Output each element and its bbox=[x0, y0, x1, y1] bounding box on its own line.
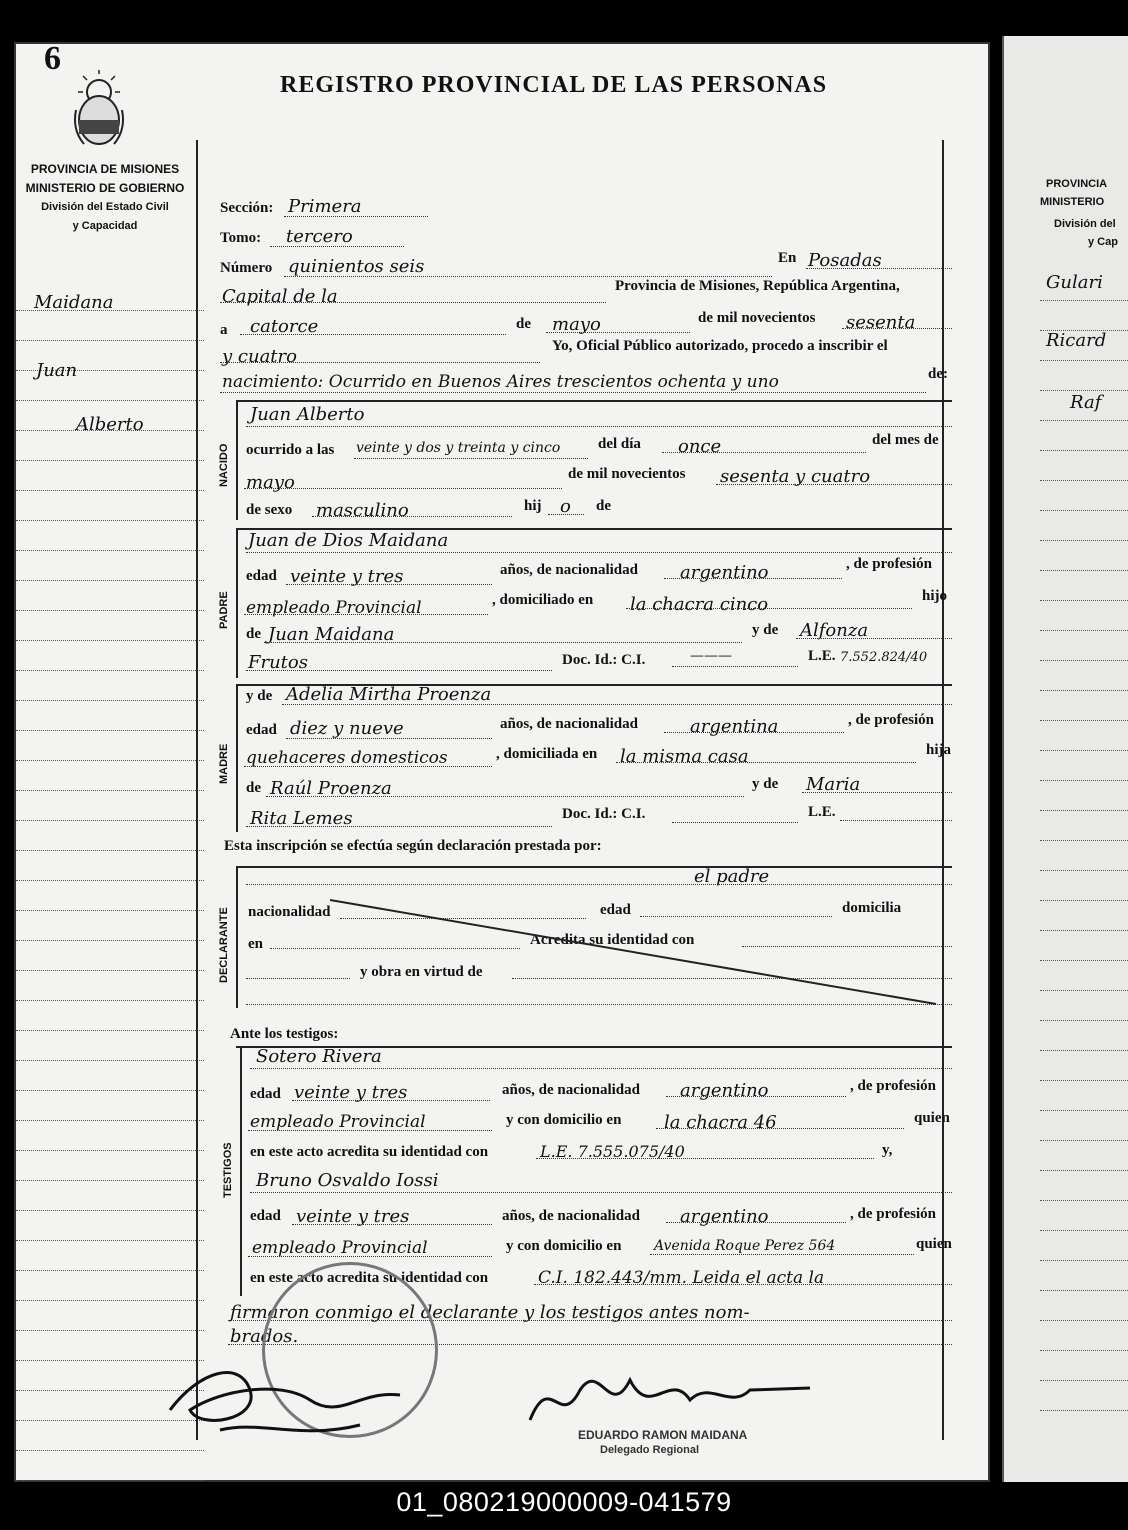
capacity-label: y Capacidad bbox=[72, 220, 138, 232]
tomo-line bbox=[270, 246, 404, 247]
t1-dom-value: la chacra 46 bbox=[664, 1112, 777, 1133]
next-page-ruled-line bbox=[1040, 630, 1128, 631]
nombre-line bbox=[246, 426, 952, 427]
padre-hijo-label: hijo bbox=[922, 588, 948, 604]
next-page-ruled-line bbox=[1040, 1170, 1128, 1171]
t2-doc-value: C.I. 182.443/mm. Leida el acta la bbox=[538, 1268, 825, 1288]
padre-y-de-label: y de bbox=[752, 622, 779, 638]
anio-nac-line bbox=[716, 484, 952, 485]
margin-ruled-line bbox=[16, 1180, 204, 1181]
padre-de-label: de bbox=[246, 626, 261, 642]
t2-nac-value: argentino bbox=[680, 1206, 769, 1227]
province-name: PROVINCIA DE MISIONES bbox=[30, 162, 180, 176]
t2-prof-line bbox=[248, 1256, 492, 1257]
margin-ruled-line bbox=[16, 1300, 204, 1301]
madre-edad-label: edad bbox=[246, 722, 277, 738]
t1-anos-label: años, de nacionalidad bbox=[502, 1082, 640, 1098]
page-number: 6 bbox=[44, 40, 61, 77]
next-page-ruled-line bbox=[1040, 600, 1128, 601]
madre-bracket bbox=[236, 684, 238, 832]
margin-ruled-line bbox=[16, 580, 204, 581]
numero-label: Número bbox=[220, 260, 273, 276]
madre-prof-label: , de profesión bbox=[848, 712, 934, 728]
margin-ruled-line bbox=[16, 1060, 204, 1061]
padre-dom-value: la chacra cinco bbox=[630, 594, 769, 615]
padre-label: PADRE bbox=[218, 591, 230, 629]
issuer-header bbox=[10, 160, 200, 236]
next-page-ruled-line bbox=[1040, 1320, 1128, 1321]
stamp-name: EDUARDO RAMON MAIDANA bbox=[578, 1428, 748, 1442]
margin-ruled-line bbox=[16, 460, 204, 461]
t2-edad-line bbox=[292, 1224, 492, 1225]
padre-y-de2-line bbox=[246, 670, 552, 671]
t2-acto-label: en este acto acredita su identidad con bbox=[250, 1270, 489, 1286]
next-page-ruled-line bbox=[1040, 990, 1128, 991]
madre-y-de-label: y de bbox=[752, 776, 779, 792]
next-page-ruled-line bbox=[1040, 450, 1128, 451]
padre-ci-value: ——— bbox=[690, 648, 732, 664]
anio-cont-line bbox=[220, 362, 540, 363]
testigo2-nombre-value: Bruno Osvaldo Iossi bbox=[256, 1170, 439, 1191]
a-label: a bbox=[220, 322, 228, 338]
margin-ruled-line bbox=[16, 340, 204, 341]
padre-edad-value: veinte y tres bbox=[290, 566, 404, 587]
next-page-ruled-line bbox=[1040, 810, 1128, 811]
t1-quien-label: quien bbox=[914, 1110, 950, 1126]
tomo-value: tercero bbox=[286, 226, 353, 247]
margin-ruled-line bbox=[16, 1000, 204, 1001]
division-name: División del Estado Civil bbox=[41, 201, 169, 213]
madre-nombre-line bbox=[282, 704, 952, 705]
padre-ci-line bbox=[672, 666, 798, 667]
seccion-value: Primera bbox=[288, 196, 362, 217]
nacimiento-line bbox=[220, 392, 926, 393]
next-page-ruled-line bbox=[1040, 1260, 1128, 1261]
padre-y-de-value: Alfonza bbox=[800, 620, 869, 641]
next-page-ruled-line bbox=[1040, 690, 1128, 691]
closing-text: firmaron conmigo el declarante y los testigos antes nom- bbox=[230, 1302, 750, 1323]
margin-ruled-line bbox=[16, 760, 204, 761]
next-page-ruled-line bbox=[1040, 870, 1128, 871]
padre-prof-label: , de profesión bbox=[846, 556, 932, 572]
margin-ruled-line bbox=[16, 1210, 204, 1211]
de-mil-label: de mil novecientos bbox=[698, 310, 816, 326]
next-page-ruled-line bbox=[1040, 900, 1128, 901]
next-page-ruled-line bbox=[1040, 1350, 1128, 1351]
margin-ruled-line bbox=[16, 1090, 204, 1091]
next-page-ruled-line bbox=[1040, 1050, 1128, 1051]
sexo-line bbox=[312, 516, 512, 517]
declarante-bracket bbox=[236, 866, 238, 1008]
declarante-top-rule bbox=[236, 866, 952, 868]
padre-nombre-value: Juan de Dios Maidana bbox=[248, 530, 449, 551]
padre-nombre-line bbox=[246, 552, 952, 553]
de2-label: de bbox=[596, 498, 611, 514]
next-page-ruled-line bbox=[1040, 840, 1128, 841]
margin-ruled-line bbox=[16, 880, 204, 881]
madre-doc-label: Doc. Id.: C.I. bbox=[562, 806, 646, 822]
padre-y-de-line bbox=[796, 638, 952, 639]
next-page-ruled-line bbox=[1040, 420, 1128, 421]
t1-y-label: y, bbox=[882, 1142, 893, 1158]
margin-ruled-line bbox=[16, 1270, 204, 1271]
margin-column bbox=[16, 248, 204, 1438]
next-page-name-2: Ricard bbox=[1046, 330, 1107, 351]
padre-hijo-de-line bbox=[264, 642, 742, 643]
next-page-ruled-line bbox=[1040, 930, 1128, 931]
inscripcion-text: Esta inscripción se efectúa según declaración prestada por: bbox=[224, 838, 602, 854]
madre-le-label: L.E. bbox=[808, 804, 836, 820]
madre-dom-label: , domiciliada en bbox=[496, 746, 598, 762]
padre-y-de2-value: Frutos bbox=[248, 652, 308, 673]
declarante-label: DECLARANTE bbox=[218, 907, 230, 983]
sexo-label: de sexo bbox=[246, 502, 293, 518]
next-page-ruled-line bbox=[1040, 1080, 1128, 1081]
next-page-name-3: Raf bbox=[1070, 392, 1102, 413]
next-page-division: División del bbox=[1054, 218, 1116, 230]
del-mes-label: del mes de bbox=[872, 432, 939, 448]
margin-ruled-line bbox=[16, 1330, 204, 1331]
margin-ruled-line bbox=[16, 1120, 204, 1121]
margin-ruled-line bbox=[16, 970, 204, 971]
form-frame-left bbox=[196, 140, 198, 1440]
t2-dom-line bbox=[650, 1254, 914, 1255]
declarante-value: el padre bbox=[694, 866, 770, 887]
next-page-ruled-line bbox=[1040, 660, 1128, 661]
padre-nac-value: argentino bbox=[680, 562, 769, 583]
del-dia-label: del día bbox=[598, 436, 641, 452]
next-page-ruled-line bbox=[1040, 1140, 1128, 1141]
declarante-nac-label: nacionalidad bbox=[248, 904, 331, 920]
t1-doc-value: L.E. 7.555.075/40 bbox=[540, 1142, 685, 1161]
t2-nac-line bbox=[666, 1222, 846, 1223]
padre-edad-line bbox=[286, 584, 492, 585]
nacimiento-value: nacimiento: Ocurrido en Buenos Aires trescientos ochenta y uno bbox=[222, 372, 779, 392]
margin-ruled-line bbox=[16, 670, 204, 671]
madre-y-de-line bbox=[802, 792, 952, 793]
t2-dom-value: Avenida Roque Perez 564 bbox=[654, 1238, 836, 1254]
t1-nac-line bbox=[666, 1096, 846, 1097]
dia-line bbox=[240, 334, 506, 335]
margin-ruled-line bbox=[16, 1150, 204, 1151]
next-page-ruled-line bbox=[1040, 720, 1128, 721]
declarante-en-label: en bbox=[248, 936, 263, 952]
next-page-ruled-line bbox=[1040, 1200, 1128, 1201]
margin-name: Maidana bbox=[34, 292, 114, 313]
yo-text: Yo, Oficial Público autorizado, procedo a inscribir el bbox=[552, 338, 888, 354]
page-title: REGISTRO PROVINCIAL DE LAS PERSONAS bbox=[280, 72, 828, 98]
next-page-ruled-line bbox=[1040, 1290, 1128, 1291]
t1-prof-label: , de profesión bbox=[850, 1078, 936, 1094]
next-page-ruled-line bbox=[1040, 360, 1128, 361]
padre-bracket bbox=[236, 528, 238, 678]
padre-doc-label: Doc. Id.: C.I. bbox=[562, 652, 646, 668]
t2-dom-label: y con domicilio en bbox=[506, 1238, 622, 1254]
t1-prof-value: empleado Provincial bbox=[250, 1112, 426, 1132]
next-page-ruled-line bbox=[1040, 1110, 1128, 1111]
madre-ci-line bbox=[672, 822, 798, 823]
t1-dom-line bbox=[656, 1128, 904, 1129]
next-page-ruled-line bbox=[1040, 390, 1128, 391]
t2-prof-value: empleado Provincial bbox=[252, 1238, 428, 1258]
dia-value: catorce bbox=[250, 316, 319, 337]
next-page-ruled-line bbox=[1040, 570, 1128, 571]
tomo-label: Tomo: bbox=[220, 230, 262, 246]
testigos-label: TESTIGOS bbox=[222, 1142, 234, 1198]
dia-nac-line bbox=[662, 452, 866, 453]
t2-quien-label: quien bbox=[916, 1236, 952, 1252]
padre-prof-line bbox=[244, 614, 488, 615]
declarant-signature bbox=[160, 1350, 420, 1450]
margin-name: Juan bbox=[36, 360, 78, 381]
t2-prof-label: , de profesión bbox=[850, 1206, 936, 1222]
de-mil2-label: de mil novecientos bbox=[568, 466, 686, 482]
image-identifier: 01_080219000009-041579 bbox=[0, 1482, 1128, 1530]
margin-ruled-line bbox=[16, 790, 204, 791]
margin-ruled-line bbox=[16, 1480, 204, 1481]
next-page-edge bbox=[1002, 36, 1128, 1482]
padre-hijo-de-value: Juan Maidana bbox=[268, 624, 395, 645]
t1-doc-line bbox=[536, 1158, 874, 1159]
margin-ruled-line bbox=[16, 490, 204, 491]
de-label: de bbox=[516, 316, 531, 332]
madre-label: MADRE bbox=[218, 743, 230, 785]
margin-name: Alberto bbox=[76, 414, 144, 435]
nacido-label: NACIDO bbox=[218, 443, 230, 487]
de-colon-label: de: bbox=[928, 366, 948, 382]
anio-nac-value: sesenta y cuatro bbox=[720, 466, 871, 487]
next-page-ruled-line bbox=[1040, 1020, 1128, 1021]
t2-anos-label: años, de nacionalidad bbox=[502, 1208, 640, 1224]
next-page-ruled-line bbox=[1040, 300, 1128, 301]
ante-testigos-text: Ante los testigos: bbox=[230, 1026, 339, 1042]
stamp-subtitle: Delegado Regional bbox=[600, 1444, 700, 1456]
next-page-ministry: MINISTERIO bbox=[1040, 196, 1105, 208]
seccion-line bbox=[284, 216, 428, 217]
margin-ruled-line bbox=[16, 610, 204, 611]
madre-y-de2-line bbox=[246, 826, 552, 827]
padre-edad-label: edad bbox=[246, 568, 277, 584]
acredita-label: Acredita su identidad con bbox=[530, 932, 695, 948]
mes-line bbox=[546, 332, 690, 333]
testigo2-nombre-line bbox=[250, 1192, 952, 1193]
dia-nac-value: once bbox=[678, 436, 722, 457]
padre-le-label: L.E. bbox=[808, 648, 836, 664]
madre-hija-label: hija bbox=[926, 742, 952, 758]
declarante-domicilia-label: domicilia bbox=[842, 900, 902, 916]
t1-dom-label: y con domicilio en bbox=[506, 1112, 622, 1128]
madre-anos-label: años, de nacionalidad bbox=[500, 716, 638, 732]
hij-line bbox=[548, 514, 584, 515]
nacido-top-rule bbox=[236, 400, 952, 402]
capital-value: Capital de la bbox=[222, 286, 338, 307]
margin-ruled-line bbox=[16, 910, 204, 911]
madre-edad-value: diez y nueve bbox=[290, 718, 404, 739]
madre-dom-line bbox=[616, 762, 916, 763]
nombre-value: Juan Alberto bbox=[250, 404, 365, 425]
madre-y-de-value: Maria bbox=[806, 774, 861, 795]
next-page-ruled-line bbox=[1040, 750, 1128, 751]
numero-line bbox=[284, 276, 772, 277]
t1-nac-value: argentino bbox=[680, 1080, 769, 1101]
en-line bbox=[806, 268, 952, 269]
margin-ruled-line bbox=[16, 400, 204, 401]
padre-anos-label: años, de nacionalidad bbox=[500, 562, 638, 578]
anio-line bbox=[842, 328, 952, 329]
t2-doc-line bbox=[534, 1284, 952, 1285]
coat-of-arms-icon bbox=[70, 70, 128, 148]
next-page-capacity: y Cap bbox=[1088, 236, 1118, 248]
t1-acto-label: en este acto acredita su identidad con bbox=[250, 1144, 489, 1160]
madre-de-label: de bbox=[246, 780, 261, 796]
madre-prof-value: quehaceres domesticos bbox=[246, 748, 448, 768]
t1-prof-line bbox=[248, 1130, 492, 1131]
next-page-name-1: Gulari bbox=[1046, 272, 1103, 293]
testigo1-nombre-value: Sotero Rivera bbox=[256, 1046, 382, 1067]
madre-prof-line bbox=[244, 766, 492, 767]
next-page-ruled-line bbox=[1040, 480, 1128, 481]
declarante-line bbox=[246, 884, 952, 885]
nacido-bracket bbox=[236, 400, 238, 520]
madre-hija-de-value: Raúl Proenza bbox=[270, 778, 392, 799]
hora-line bbox=[354, 458, 588, 459]
margin-ruled-line bbox=[16, 1450, 204, 1451]
madre-y-de2-value: Rita Lemes bbox=[250, 808, 353, 829]
next-page-ruled-line bbox=[1040, 510, 1128, 511]
next-page-ruled-line bbox=[1040, 1380, 1128, 1381]
next-page-province: PROVINCIA bbox=[1046, 178, 1108, 190]
hora-value: veinte y dos y treinta y cinco bbox=[356, 440, 561, 456]
margin-ruled-line bbox=[16, 850, 204, 851]
madre-nac-value: argentina bbox=[690, 716, 779, 737]
mes-nac-line bbox=[244, 488, 562, 489]
margin-ruled-line bbox=[16, 550, 204, 551]
obra-label: y obra en virtud de bbox=[360, 964, 483, 980]
mes-nac-value: mayo bbox=[246, 472, 295, 493]
capital-line bbox=[220, 302, 606, 303]
anio-value: sesenta bbox=[846, 312, 916, 333]
next-page-ruled-line bbox=[1040, 1230, 1128, 1231]
margin-ruled-line bbox=[16, 1240, 204, 1241]
declarante-edad-label: edad bbox=[600, 902, 631, 918]
madre-y-de-prefix: y de bbox=[246, 688, 273, 704]
next-page-ruled-line bbox=[1040, 330, 1128, 331]
ministry-name: MINISTERIO DE GOBIERNO bbox=[25, 181, 185, 195]
padre-nac-line bbox=[664, 578, 842, 579]
margin-ruled-line bbox=[16, 730, 204, 731]
padre-dom-line bbox=[626, 608, 912, 609]
hij-label: hij bbox=[524, 498, 542, 514]
t2-edad-value: veinte y tres bbox=[296, 1206, 410, 1227]
padre-dom-label: , domiciliado en bbox=[492, 592, 594, 608]
madre-nombre-value: Adelia Mirtha Proenza bbox=[286, 684, 492, 705]
strike-through-line bbox=[330, 896, 940, 1008]
t1-edad-line bbox=[292, 1100, 490, 1101]
margin-ruled-line bbox=[16, 820, 204, 821]
madre-hija-de-line bbox=[266, 796, 744, 797]
numero-value: quinientos seis bbox=[288, 256, 425, 277]
t1-edad-label: edad bbox=[250, 1086, 281, 1102]
madre-nac-line bbox=[664, 732, 844, 733]
padre-le-value: 7.552.824/40 bbox=[840, 650, 928, 665]
madre-edad-line bbox=[286, 738, 492, 739]
next-page-ruled-line bbox=[1040, 540, 1128, 541]
margin-ruled-line bbox=[16, 520, 204, 521]
next-page-ruled-line bbox=[1040, 1410, 1128, 1411]
next-page-ruled-line bbox=[1040, 960, 1128, 961]
anio-cont-value: y cuatro bbox=[222, 346, 297, 367]
ocurrido-label: ocurrido a las bbox=[246, 442, 335, 458]
margin-ruled-line bbox=[16, 640, 204, 641]
t1-edad-value: veinte y tres bbox=[294, 1082, 408, 1103]
margin-ruled-line bbox=[16, 700, 204, 701]
seccion-label: Sección: bbox=[220, 200, 274, 216]
mes-value: mayo bbox=[552, 314, 601, 335]
t2-edad-label: edad bbox=[250, 1208, 281, 1224]
margin-ruled-line bbox=[16, 1030, 204, 1031]
hij-suffix-value: o bbox=[560, 496, 571, 517]
madre-dom-value: la misma casa bbox=[620, 746, 749, 767]
next-page-ruled-line bbox=[1040, 780, 1128, 781]
padre-prof-value: empleado Provincial bbox=[246, 598, 422, 618]
en-label: En bbox=[778, 250, 797, 266]
testigo1-nombre-line bbox=[250, 1068, 952, 1069]
closing-text-2: brados. bbox=[230, 1326, 299, 1347]
madre-le-line bbox=[840, 820, 952, 821]
provincia-text: Provincia de Misiones, República Argentina, bbox=[615, 278, 900, 294]
testigos-bracket bbox=[240, 1046, 242, 1296]
en-value: Posadas bbox=[808, 250, 882, 271]
margin-ruled-line bbox=[16, 940, 204, 941]
sexo-value: masculino bbox=[316, 500, 409, 521]
